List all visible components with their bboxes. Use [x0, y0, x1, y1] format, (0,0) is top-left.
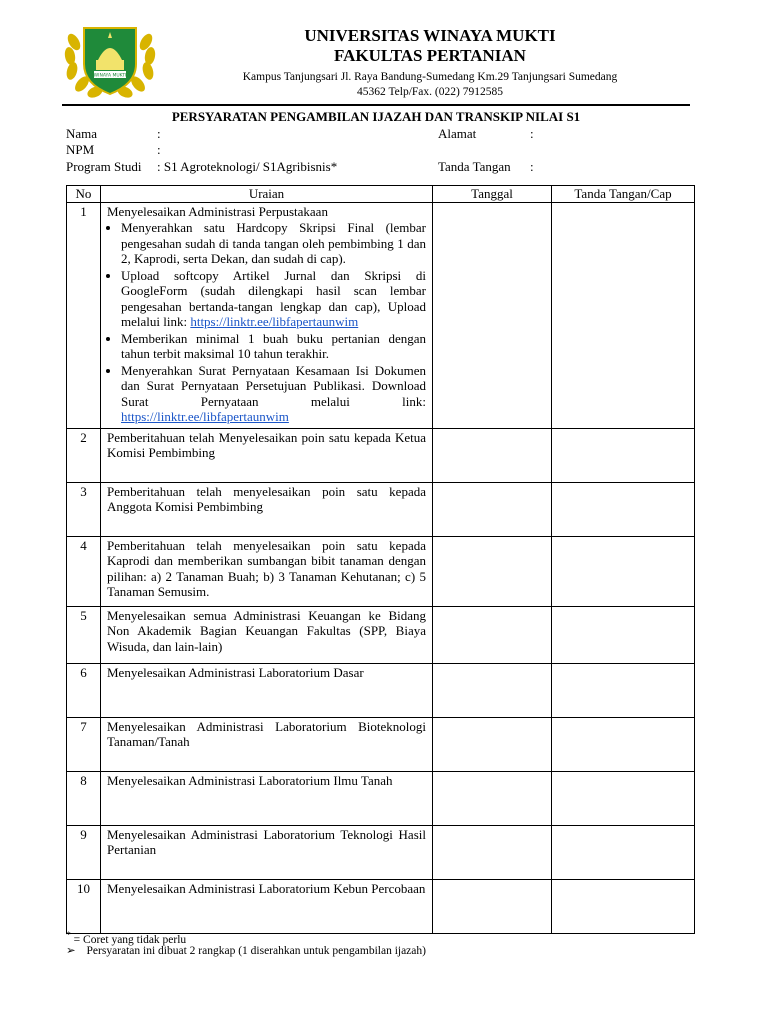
header-no: No: [67, 186, 101, 203]
list-item-text: Menyerahkan Surat Pernyataan Kesamaan Isi Dokumen dan Surat Pernyataan Persetujuan Publikasi. Download Surat Pernyataan melalui link:: [121, 362, 426, 409]
row-number: 7: [67, 717, 101, 771]
tanggal-cell[interactable]: [433, 717, 552, 771]
university-logo: [62, 22, 158, 100]
tanggal-cell[interactable]: [433, 879, 552, 933]
tanggal-cell[interactable]: [433, 606, 552, 663]
tanda-tangan-cell[interactable]: [552, 482, 695, 536]
list-item-text: Upload softcopy Artikel Jurnal dan Skripsi di GoogleForm (sudah dilengkapi hasil scan lembar pengesahan bertanda-tangan lengkap dan cap), Upload melalui link:: [121, 267, 426, 329]
document-title: PERSYARATAN PENGAMBILAN IJAZAH DAN TRANSKIP NILAI S1: [171, 109, 581, 124]
linktree-link[interactable]: https://linktr.ee/libfapertaunwim: [121, 409, 289, 424]
arrow-bullet-icon: ➢: [66, 945, 76, 957]
table-row: [67, 536, 695, 606]
table-header-row: [67, 186, 695, 203]
logo-text: WINAYA MUKTI: [93, 73, 127, 79]
header-uraian: Uraian: [101, 186, 433, 203]
row-description: Menyelesaikan Administrasi Laboratorium Teknologi Hasil Pertanian: [101, 825, 433, 879]
row-number: 6: [67, 663, 101, 717]
list-item: [121, 363, 426, 425]
tanda-tangan-cell[interactable]: [552, 717, 695, 771]
letterhead: [160, 26, 700, 100]
row-description: Pemberitahuan telah Menyelesaikan poin satu kepada Ketua Komisi Pembimbing: [101, 428, 433, 482]
tanda-tangan-cell[interactable]: [552, 428, 695, 482]
row-description: Menyelesaikan Administrasi Laboratorium Bioteknologi Tanaman/Tanah: [101, 717, 433, 771]
row-number: 4: [67, 536, 101, 606]
row-number: 10: [67, 879, 101, 933]
tanda-tangan-cell[interactable]: [552, 606, 695, 663]
row-number: 5: [67, 606, 101, 663]
table-row: [67, 879, 695, 933]
university-name: UNIVERSITAS WINAYA MUKTI: [304, 26, 556, 45]
list-item: • Memberikan minimal 1 buah buku pertanian dengan tahun terbit maksimal 10 tahun terakhir.: [121, 331, 426, 362]
table-row: [67, 771, 695, 825]
list-item: [121, 268, 426, 330]
table-row: [67, 825, 695, 879]
row-number: 1: [67, 202, 101, 428]
table-row: [67, 606, 695, 663]
tanda-tangan-field[interactable]: :: [530, 159, 534, 174]
tanggal-cell[interactable]: [433, 771, 552, 825]
address-line-2: 45362 Telp/Fax. (022) 7912585: [357, 86, 503, 98]
tanggal-cell[interactable]: [433, 202, 552, 428]
row-description: Pemberitahuan telah menyelesaikan poin satu kepada Kaprodi dan memberikan sumbangan bibit tanaman dengan pilihan: a) 2 Tanaman Buah; b) 3 Tanaman Kehutanan; c) 5 Tanaman Semusim.: [101, 536, 433, 606]
tanggal-cell[interactable]: [433, 663, 552, 717]
tanggal-cell[interactable]: [433, 536, 552, 606]
table-row: [67, 717, 695, 771]
tanda-tangan-cell[interactable]: [552, 825, 695, 879]
address-line-1: Kampus Tanjungsari Jl. Raya Bandung-Sumedang Km.29 Tanjungsari Sumedang: [242, 71, 618, 83]
row-number: 2: [67, 428, 101, 482]
alamat-field[interactable]: :: [530, 126, 534, 141]
prodi-label: Program Studi: [66, 159, 142, 174]
bullet-note: [66, 944, 426, 958]
requirement-list: [107, 220, 426, 425]
row-description: Menyelesaikan Administrasi Laboratorium Dasar: [101, 663, 433, 717]
row-description: Menyelesaikan Administrasi Laboratorium Kebun Percobaan: [101, 879, 433, 933]
alamat-label: Alamat: [438, 126, 477, 141]
table-row: [67, 663, 695, 717]
row-number: 8: [67, 771, 101, 825]
nama-field[interactable]: :: [157, 126, 161, 141]
footnote-text: = Coret yang tidak perlu: [73, 933, 187, 946]
npm-label: NPM: [66, 142, 95, 157]
tanda-tangan-cell[interactable]: [552, 202, 695, 428]
tanda-tangan-cell[interactable]: [552, 771, 695, 825]
row-number: 9: [67, 825, 101, 879]
tanda-tangan-cell[interactable]: [552, 663, 695, 717]
tanda-tangan-label: Tanda Tangan: [438, 159, 511, 174]
npm-field[interactable]: :: [157, 142, 161, 157]
row-description: Pemberitahuan telah menyelesaikan poin satu kepada Anggota Komisi Pembimbing: [101, 482, 433, 536]
tanggal-cell[interactable]: [433, 825, 552, 879]
row-description: Menyelesaikan Administrasi Laboratorium Ilmu Tanah: [101, 771, 433, 825]
nama-label: Nama: [66, 126, 98, 141]
table-row: [67, 428, 695, 482]
tanda-tangan-cell[interactable]: [552, 536, 695, 606]
linktree-link[interactable]: https://linktr.ee/libfapertaunwim: [190, 314, 359, 329]
row-description: Menyelesaikan semua Administrasi Keuangan ke Bidang Non Akademik Bagian Keuangan Fakultas (SPP, Biaya Wisuda, dan lain-lain): [101, 606, 433, 663]
header-tanggal: Tanggal: [433, 186, 552, 203]
row-title: Menyelesaikan Administrasi Perpustakaan: [107, 203, 328, 219]
table-row: [67, 202, 695, 428]
tanggal-cell[interactable]: [433, 482, 552, 536]
row-description: [101, 202, 433, 428]
prodi-field[interactable]: : S1 Agroteknologi/ S1Agribisnis*: [157, 159, 338, 174]
tanda-tangan-cell[interactable]: [552, 879, 695, 933]
tanggal-cell[interactable]: [433, 428, 552, 482]
row-number: 3: [67, 482, 101, 536]
bullet-note-text: Persyaratan ini dibuat 2 rangkap (1 diserahkan untuk pengambilan ijazah): [86, 945, 426, 957]
list-item: • Menyerahkan satu Hardcopy Skripsi Final (lembar pengesahan sudah di tanda tangan oleh pembimbing 1 dan 2, Kaprodi, serta Dekan, dan sudah di cap).: [121, 220, 426, 267]
footnote-mark: *: [66, 930, 71, 941]
header-tanda-tangan: Tanda Tangan/Cap: [552, 186, 695, 203]
letterhead-divider: [62, 104, 690, 106]
table-row: [67, 482, 695, 536]
faculty-name: FAKULTAS PERTANIAN: [334, 46, 526, 65]
requirements-table: [66, 185, 695, 934]
